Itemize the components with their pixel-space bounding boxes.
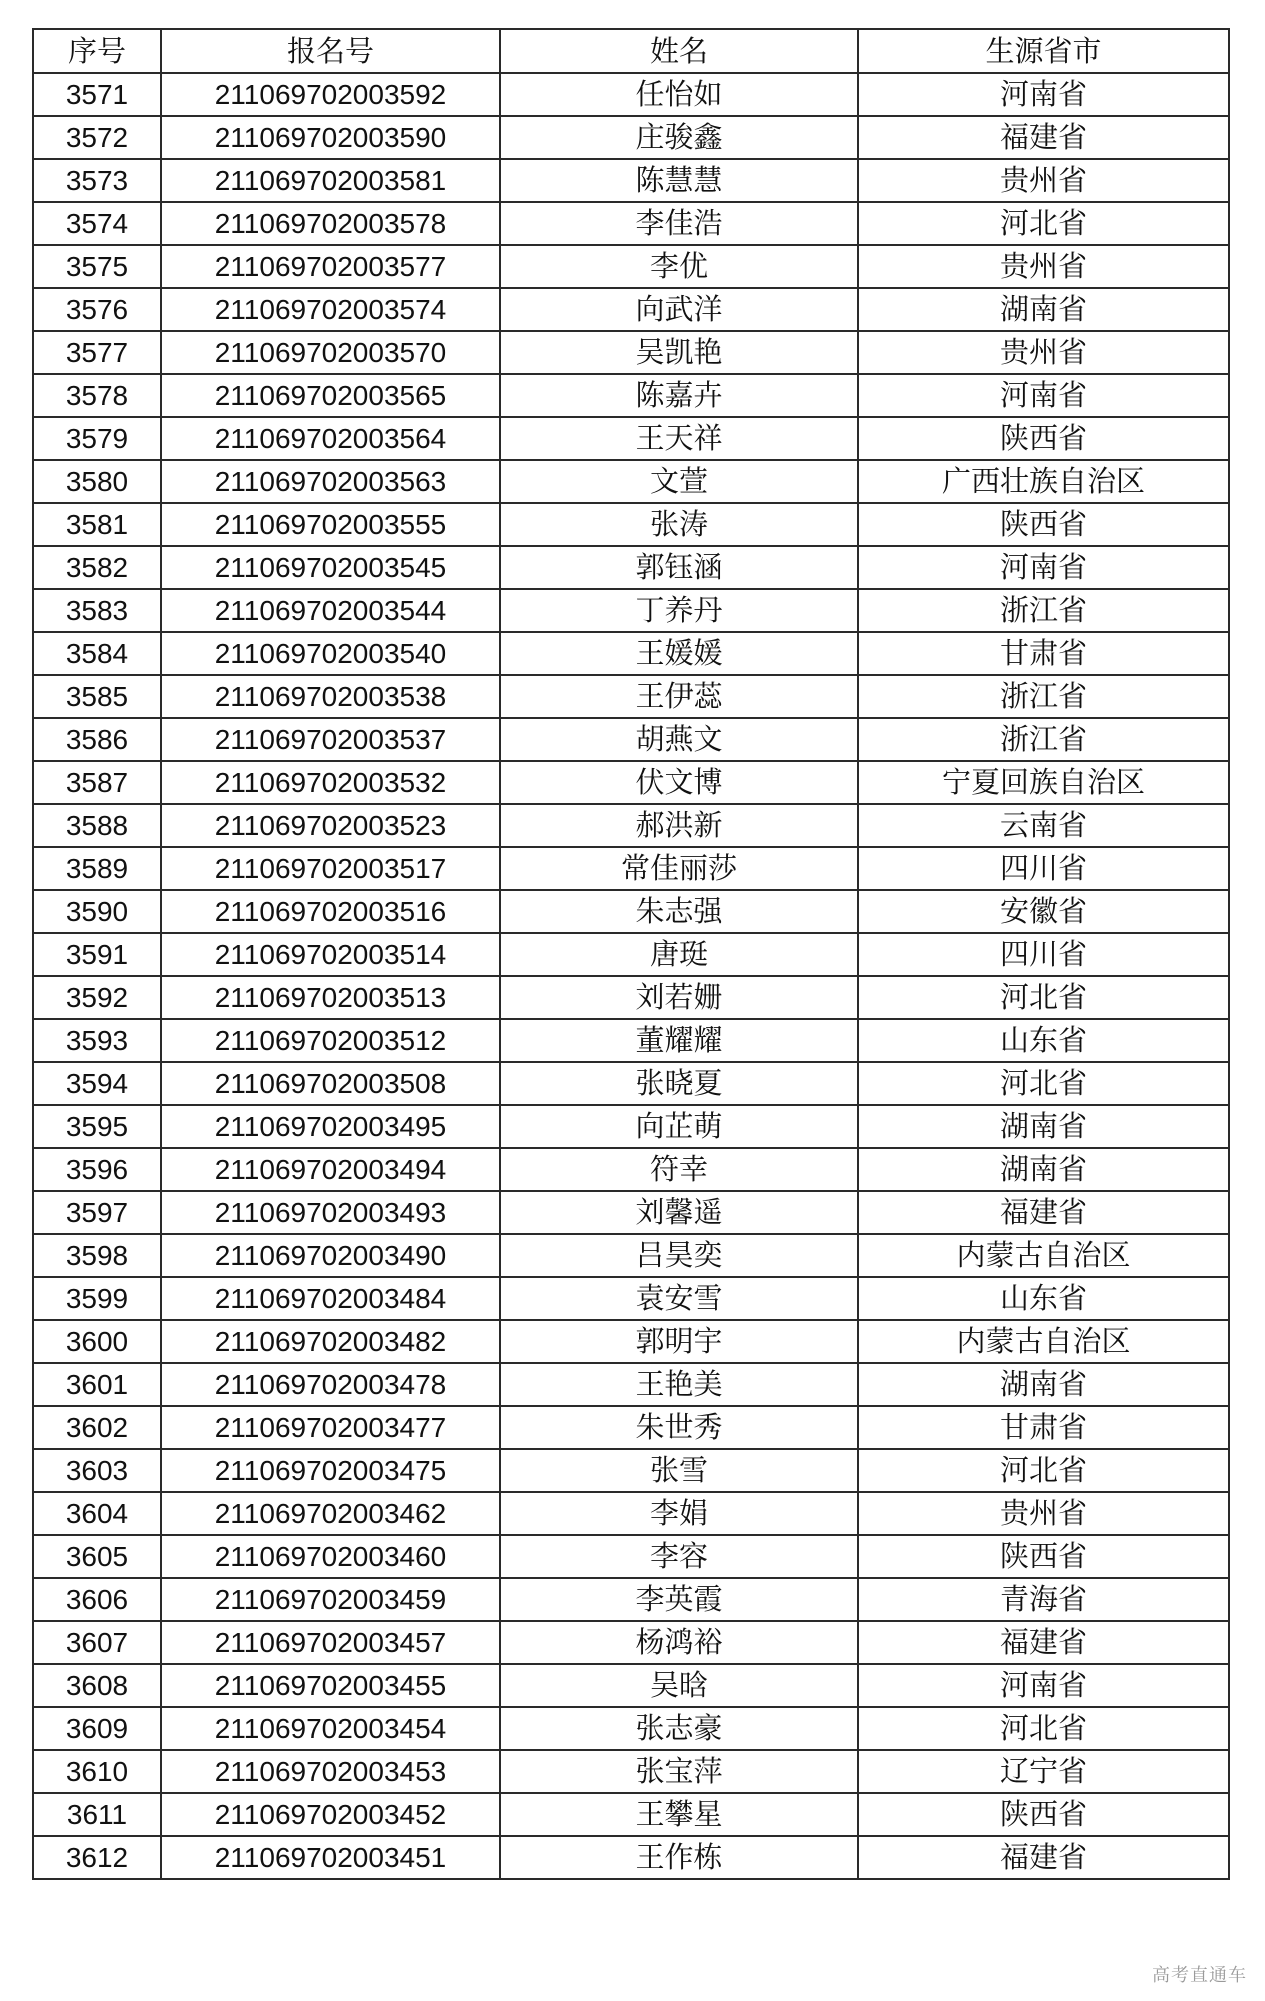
cell-name: 伏文博 bbox=[500, 761, 858, 804]
table-row bbox=[33, 1019, 1229, 1062]
cell-province: 河北省 bbox=[858, 1062, 1229, 1105]
cell-serial: 3589 bbox=[33, 847, 161, 890]
cell-province: 辽宁省 bbox=[858, 1750, 1229, 1793]
cell-province: 四川省 bbox=[858, 933, 1229, 976]
cell-registration-number: 211069702003478 bbox=[161, 1363, 500, 1406]
cell-serial: 3605 bbox=[33, 1535, 161, 1578]
cell-serial: 3578 bbox=[33, 374, 161, 417]
cell-name: 符幸 bbox=[500, 1148, 858, 1191]
cell-name: 杨鸿裕 bbox=[500, 1621, 858, 1664]
cell-province: 陕西省 bbox=[858, 417, 1229, 460]
cell-registration-number: 211069702003477 bbox=[161, 1406, 500, 1449]
cell-province: 福建省 bbox=[858, 1191, 1229, 1234]
cell-registration-number: 211069702003540 bbox=[161, 632, 500, 675]
cell-province: 甘肃省 bbox=[858, 1406, 1229, 1449]
cell-name: 王媛媛 bbox=[500, 632, 858, 675]
cell-name: 张雪 bbox=[500, 1449, 858, 1492]
cell-name: 张晓夏 bbox=[500, 1062, 858, 1105]
cell-serial: 3600 bbox=[33, 1320, 161, 1363]
cell-province: 青海省 bbox=[858, 1578, 1229, 1621]
table-row bbox=[33, 1320, 1229, 1363]
cell-name: 吕昊奕 bbox=[500, 1234, 858, 1277]
cell-province: 福建省 bbox=[858, 1836, 1229, 1879]
cell-province: 贵州省 bbox=[858, 1492, 1229, 1535]
cell-serial: 3612 bbox=[33, 1836, 161, 1879]
table-row bbox=[33, 890, 1229, 933]
cell-serial: 3593 bbox=[33, 1019, 161, 1062]
table-row bbox=[33, 804, 1229, 847]
table-row bbox=[33, 116, 1229, 159]
watermark: 高考直通车 bbox=[1152, 1965, 1247, 1986]
cell-serial: 3591 bbox=[33, 933, 161, 976]
table-row bbox=[33, 1234, 1229, 1277]
cell-serial: 3590 bbox=[33, 890, 161, 933]
cell-name: 朱世秀 bbox=[500, 1406, 858, 1449]
table-row bbox=[33, 546, 1229, 589]
cell-registration-number: 211069702003578 bbox=[161, 202, 500, 245]
cell-serial: 3595 bbox=[33, 1105, 161, 1148]
cell-registration-number: 211069702003484 bbox=[161, 1277, 500, 1320]
cell-serial: 3580 bbox=[33, 460, 161, 503]
cell-province: 陕西省 bbox=[858, 1793, 1229, 1836]
cell-registration-number: 211069702003459 bbox=[161, 1578, 500, 1621]
cell-registration-number: 211069702003453 bbox=[161, 1750, 500, 1793]
cell-serial: 3587 bbox=[33, 761, 161, 804]
cell-province: 山东省 bbox=[858, 1277, 1229, 1320]
table-row bbox=[33, 1535, 1229, 1578]
cell-registration-number: 211069702003482 bbox=[161, 1320, 500, 1363]
cell-registration-number: 211069702003532 bbox=[161, 761, 500, 804]
cell-province: 湖南省 bbox=[858, 288, 1229, 331]
table-row bbox=[33, 417, 1229, 460]
cell-registration-number: 211069702003538 bbox=[161, 675, 500, 718]
cell-serial: 3577 bbox=[33, 331, 161, 374]
table-row bbox=[33, 589, 1229, 632]
cell-name: 郭明宇 bbox=[500, 1320, 858, 1363]
cell-name: 向芷萌 bbox=[500, 1105, 858, 1148]
cell-registration-number: 211069702003494 bbox=[161, 1148, 500, 1191]
cell-serial: 3572 bbox=[33, 116, 161, 159]
cell-registration-number: 211069702003537 bbox=[161, 718, 500, 761]
table-row bbox=[33, 1449, 1229, 1492]
cell-name: 张涛 bbox=[500, 503, 858, 546]
cell-registration-number: 211069702003454 bbox=[161, 1707, 500, 1750]
cell-name: 张志豪 bbox=[500, 1707, 858, 1750]
cell-name: 庄骏鑫 bbox=[500, 116, 858, 159]
cell-registration-number: 211069702003565 bbox=[161, 374, 500, 417]
cell-province: 河南省 bbox=[858, 73, 1229, 116]
cell-province: 宁夏回族自治区 bbox=[858, 761, 1229, 804]
cell-registration-number: 211069702003570 bbox=[161, 331, 500, 374]
table-row bbox=[33, 632, 1229, 675]
cell-province: 浙江省 bbox=[858, 675, 1229, 718]
cell-name: 郝洪新 bbox=[500, 804, 858, 847]
cell-registration-number: 211069702003544 bbox=[161, 589, 500, 632]
cell-registration-number: 211069702003514 bbox=[161, 933, 500, 976]
table-row bbox=[33, 1062, 1229, 1105]
cell-serial: 3571 bbox=[33, 73, 161, 116]
cell-registration-number: 211069702003451 bbox=[161, 1836, 500, 1879]
cell-registration-number: 211069702003455 bbox=[161, 1664, 500, 1707]
cell-name: 刘若姗 bbox=[500, 976, 858, 1019]
cell-registration-number: 211069702003592 bbox=[161, 73, 500, 116]
cell-serial: 3610 bbox=[33, 1750, 161, 1793]
cell-serial: 3575 bbox=[33, 245, 161, 288]
cell-serial: 3601 bbox=[33, 1363, 161, 1406]
cell-province: 甘肃省 bbox=[858, 632, 1229, 675]
cell-province: 河北省 bbox=[858, 202, 1229, 245]
cell-serial: 3585 bbox=[33, 675, 161, 718]
cell-serial: 3574 bbox=[33, 202, 161, 245]
table-row bbox=[33, 1277, 1229, 1320]
cell-name: 文萱 bbox=[500, 460, 858, 503]
cell-province: 陕西省 bbox=[858, 1535, 1229, 1578]
table-body bbox=[33, 73, 1229, 1879]
cell-name: 李优 bbox=[500, 245, 858, 288]
cell-province: 贵州省 bbox=[858, 331, 1229, 374]
cell-province: 河北省 bbox=[858, 1449, 1229, 1492]
cell-registration-number: 211069702003545 bbox=[161, 546, 500, 589]
table-row bbox=[33, 1148, 1229, 1191]
table-row bbox=[33, 976, 1229, 1019]
table-row bbox=[33, 1363, 1229, 1406]
cell-name: 张宝萍 bbox=[500, 1750, 858, 1793]
cell-province: 浙江省 bbox=[858, 589, 1229, 632]
cell-name: 王伊蕊 bbox=[500, 675, 858, 718]
cell-registration-number: 211069702003516 bbox=[161, 890, 500, 933]
cell-serial: 3608 bbox=[33, 1664, 161, 1707]
cell-province: 河南省 bbox=[858, 1664, 1229, 1707]
table-header-row bbox=[33, 29, 1229, 73]
cell-serial: 3581 bbox=[33, 503, 161, 546]
cell-name: 袁安雪 bbox=[500, 1277, 858, 1320]
table-row bbox=[33, 718, 1229, 761]
cell-registration-number: 211069702003523 bbox=[161, 804, 500, 847]
cell-province: 河北省 bbox=[858, 1707, 1229, 1750]
cell-registration-number: 211069702003495 bbox=[161, 1105, 500, 1148]
cell-province: 广西壮族自治区 bbox=[858, 460, 1229, 503]
cell-name: 陈嘉卉 bbox=[500, 374, 858, 417]
cell-serial: 3594 bbox=[33, 1062, 161, 1105]
cell-name: 朱志强 bbox=[500, 890, 858, 933]
cell-registration-number: 211069702003577 bbox=[161, 245, 500, 288]
cell-serial: 3602 bbox=[33, 1406, 161, 1449]
cell-serial: 3606 bbox=[33, 1578, 161, 1621]
table-row bbox=[33, 503, 1229, 546]
cell-registration-number: 211069702003475 bbox=[161, 1449, 500, 1492]
table-row bbox=[33, 159, 1229, 202]
table-row bbox=[33, 1578, 1229, 1621]
cell-name: 常佳丽莎 bbox=[500, 847, 858, 890]
header-province: 生源省市 bbox=[858, 29, 1229, 73]
cell-name: 董耀耀 bbox=[500, 1019, 858, 1062]
table-row bbox=[33, 1621, 1229, 1664]
cell-name: 李容 bbox=[500, 1535, 858, 1578]
table-row bbox=[33, 73, 1229, 116]
table-row bbox=[33, 1793, 1229, 1836]
cell-province: 河北省 bbox=[858, 976, 1229, 1019]
cell-registration-number: 211069702003490 bbox=[161, 1234, 500, 1277]
cell-province: 福建省 bbox=[858, 116, 1229, 159]
cell-name: 李娟 bbox=[500, 1492, 858, 1535]
cell-registration-number: 211069702003452 bbox=[161, 1793, 500, 1836]
cell-province: 湖南省 bbox=[858, 1105, 1229, 1148]
cell-name: 任怡如 bbox=[500, 73, 858, 116]
cell-registration-number: 211069702003457 bbox=[161, 1621, 500, 1664]
table-row bbox=[33, 1750, 1229, 1793]
cell-registration-number: 211069702003517 bbox=[161, 847, 500, 890]
cell-name: 王攀星 bbox=[500, 1793, 858, 1836]
cell-name: 郭钰涵 bbox=[500, 546, 858, 589]
cell-province: 贵州省 bbox=[858, 245, 1229, 288]
cell-registration-number: 211069702003555 bbox=[161, 503, 500, 546]
cell-name: 吴凯艳 bbox=[500, 331, 858, 374]
cell-name: 李佳浩 bbox=[500, 202, 858, 245]
cell-serial: 3609 bbox=[33, 1707, 161, 1750]
cell-name: 刘馨遥 bbox=[500, 1191, 858, 1234]
cell-serial: 3611 bbox=[33, 1793, 161, 1836]
cell-province: 陕西省 bbox=[858, 503, 1229, 546]
cell-registration-number: 211069702003508 bbox=[161, 1062, 500, 1105]
cell-name: 唐珽 bbox=[500, 933, 858, 976]
cell-registration-number: 211069702003563 bbox=[161, 460, 500, 503]
cell-province: 山东省 bbox=[858, 1019, 1229, 1062]
cell-serial: 3592 bbox=[33, 976, 161, 1019]
cell-serial: 3598 bbox=[33, 1234, 161, 1277]
cell-serial: 3576 bbox=[33, 288, 161, 331]
header-registration-number: 报名号 bbox=[161, 29, 500, 73]
table-row bbox=[33, 933, 1229, 976]
cell-registration-number: 211069702003564 bbox=[161, 417, 500, 460]
cell-province: 内蒙古自治区 bbox=[858, 1234, 1229, 1277]
table-row bbox=[33, 1707, 1229, 1750]
table-row bbox=[33, 847, 1229, 890]
table-row bbox=[33, 761, 1229, 804]
cell-province: 湖南省 bbox=[858, 1363, 1229, 1406]
admission-list-table bbox=[32, 28, 1230, 1880]
cell-serial: 3607 bbox=[33, 1621, 161, 1664]
cell-name: 王艳美 bbox=[500, 1363, 858, 1406]
table-row bbox=[33, 1105, 1229, 1148]
table-row bbox=[33, 460, 1229, 503]
cell-registration-number: 211069702003462 bbox=[161, 1492, 500, 1535]
cell-registration-number: 211069702003581 bbox=[161, 159, 500, 202]
header-name: 姓名 bbox=[500, 29, 858, 73]
cell-registration-number: 211069702003512 bbox=[161, 1019, 500, 1062]
cell-province: 浙江省 bbox=[858, 718, 1229, 761]
cell-name: 王作栋 bbox=[500, 1836, 858, 1879]
cell-name: 胡燕文 bbox=[500, 718, 858, 761]
table-row bbox=[33, 288, 1229, 331]
cell-province: 河南省 bbox=[858, 546, 1229, 589]
cell-registration-number: 211069702003460 bbox=[161, 1535, 500, 1578]
cell-serial: 3604 bbox=[33, 1492, 161, 1535]
cell-registration-number: 211069702003574 bbox=[161, 288, 500, 331]
cell-name: 丁养丹 bbox=[500, 589, 858, 632]
table-row bbox=[33, 374, 1229, 417]
cell-serial: 3588 bbox=[33, 804, 161, 847]
table-row bbox=[33, 1836, 1229, 1879]
cell-serial: 3573 bbox=[33, 159, 161, 202]
cell-serial: 3579 bbox=[33, 417, 161, 460]
cell-name: 王天祥 bbox=[500, 417, 858, 460]
cell-serial: 3584 bbox=[33, 632, 161, 675]
table-row bbox=[33, 202, 1229, 245]
cell-serial: 3597 bbox=[33, 1191, 161, 1234]
table-row bbox=[33, 331, 1229, 374]
table-row bbox=[33, 1406, 1229, 1449]
cell-province: 安徽省 bbox=[858, 890, 1229, 933]
cell-serial: 3603 bbox=[33, 1449, 161, 1492]
cell-serial: 3599 bbox=[33, 1277, 161, 1320]
cell-registration-number: 211069702003590 bbox=[161, 116, 500, 159]
table-row bbox=[33, 1492, 1229, 1535]
cell-serial: 3582 bbox=[33, 546, 161, 589]
header-serial: 序号 bbox=[33, 29, 161, 73]
cell-name: 吴晗 bbox=[500, 1664, 858, 1707]
cell-serial: 3596 bbox=[33, 1148, 161, 1191]
cell-serial: 3583 bbox=[33, 589, 161, 632]
cell-registration-number: 211069702003513 bbox=[161, 976, 500, 1019]
cell-province: 内蒙古自治区 bbox=[858, 1320, 1229, 1363]
cell-province: 四川省 bbox=[858, 847, 1229, 890]
cell-registration-number: 211069702003493 bbox=[161, 1191, 500, 1234]
cell-serial: 3586 bbox=[33, 718, 161, 761]
cell-province: 云南省 bbox=[858, 804, 1229, 847]
table-row bbox=[33, 1664, 1229, 1707]
cell-name: 李英霞 bbox=[500, 1578, 858, 1621]
table-row bbox=[33, 675, 1229, 718]
cell-name: 陈慧慧 bbox=[500, 159, 858, 202]
table-row bbox=[33, 1191, 1229, 1234]
cell-province: 贵州省 bbox=[858, 159, 1229, 202]
cell-province: 福建省 bbox=[858, 1621, 1229, 1664]
cell-province: 湖南省 bbox=[858, 1148, 1229, 1191]
table-row bbox=[33, 245, 1229, 288]
cell-name: 向武洋 bbox=[500, 288, 858, 331]
cell-province: 河南省 bbox=[858, 374, 1229, 417]
